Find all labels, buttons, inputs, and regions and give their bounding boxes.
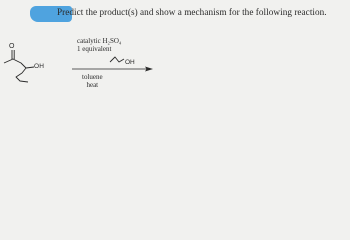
hydroxyl-bond	[26, 67, 34, 68]
reagent-skeleton	[110, 57, 124, 62]
question-text: Predict the product(s) and show a mechanism for the following reaction.	[57, 7, 327, 17]
catalyst-text: catalytic H₂SO₄	[77, 37, 122, 45]
starting-material-hydroxyl-label: OH	[34, 63, 45, 70]
reagent-hydroxyl-label: OH	[125, 59, 135, 66]
solvent-text: toluene	[82, 73, 103, 81]
ketone-oxygen-label: O	[9, 43, 15, 50]
conditions-below-arrow	[82, 73, 103, 89]
equivalents-text: 1 equivalent	[77, 45, 112, 53]
conditions-above-arrow	[77, 37, 121, 53]
temperature-text: heat	[86, 81, 99, 89]
carbon-skeleton	[4, 59, 28, 82]
